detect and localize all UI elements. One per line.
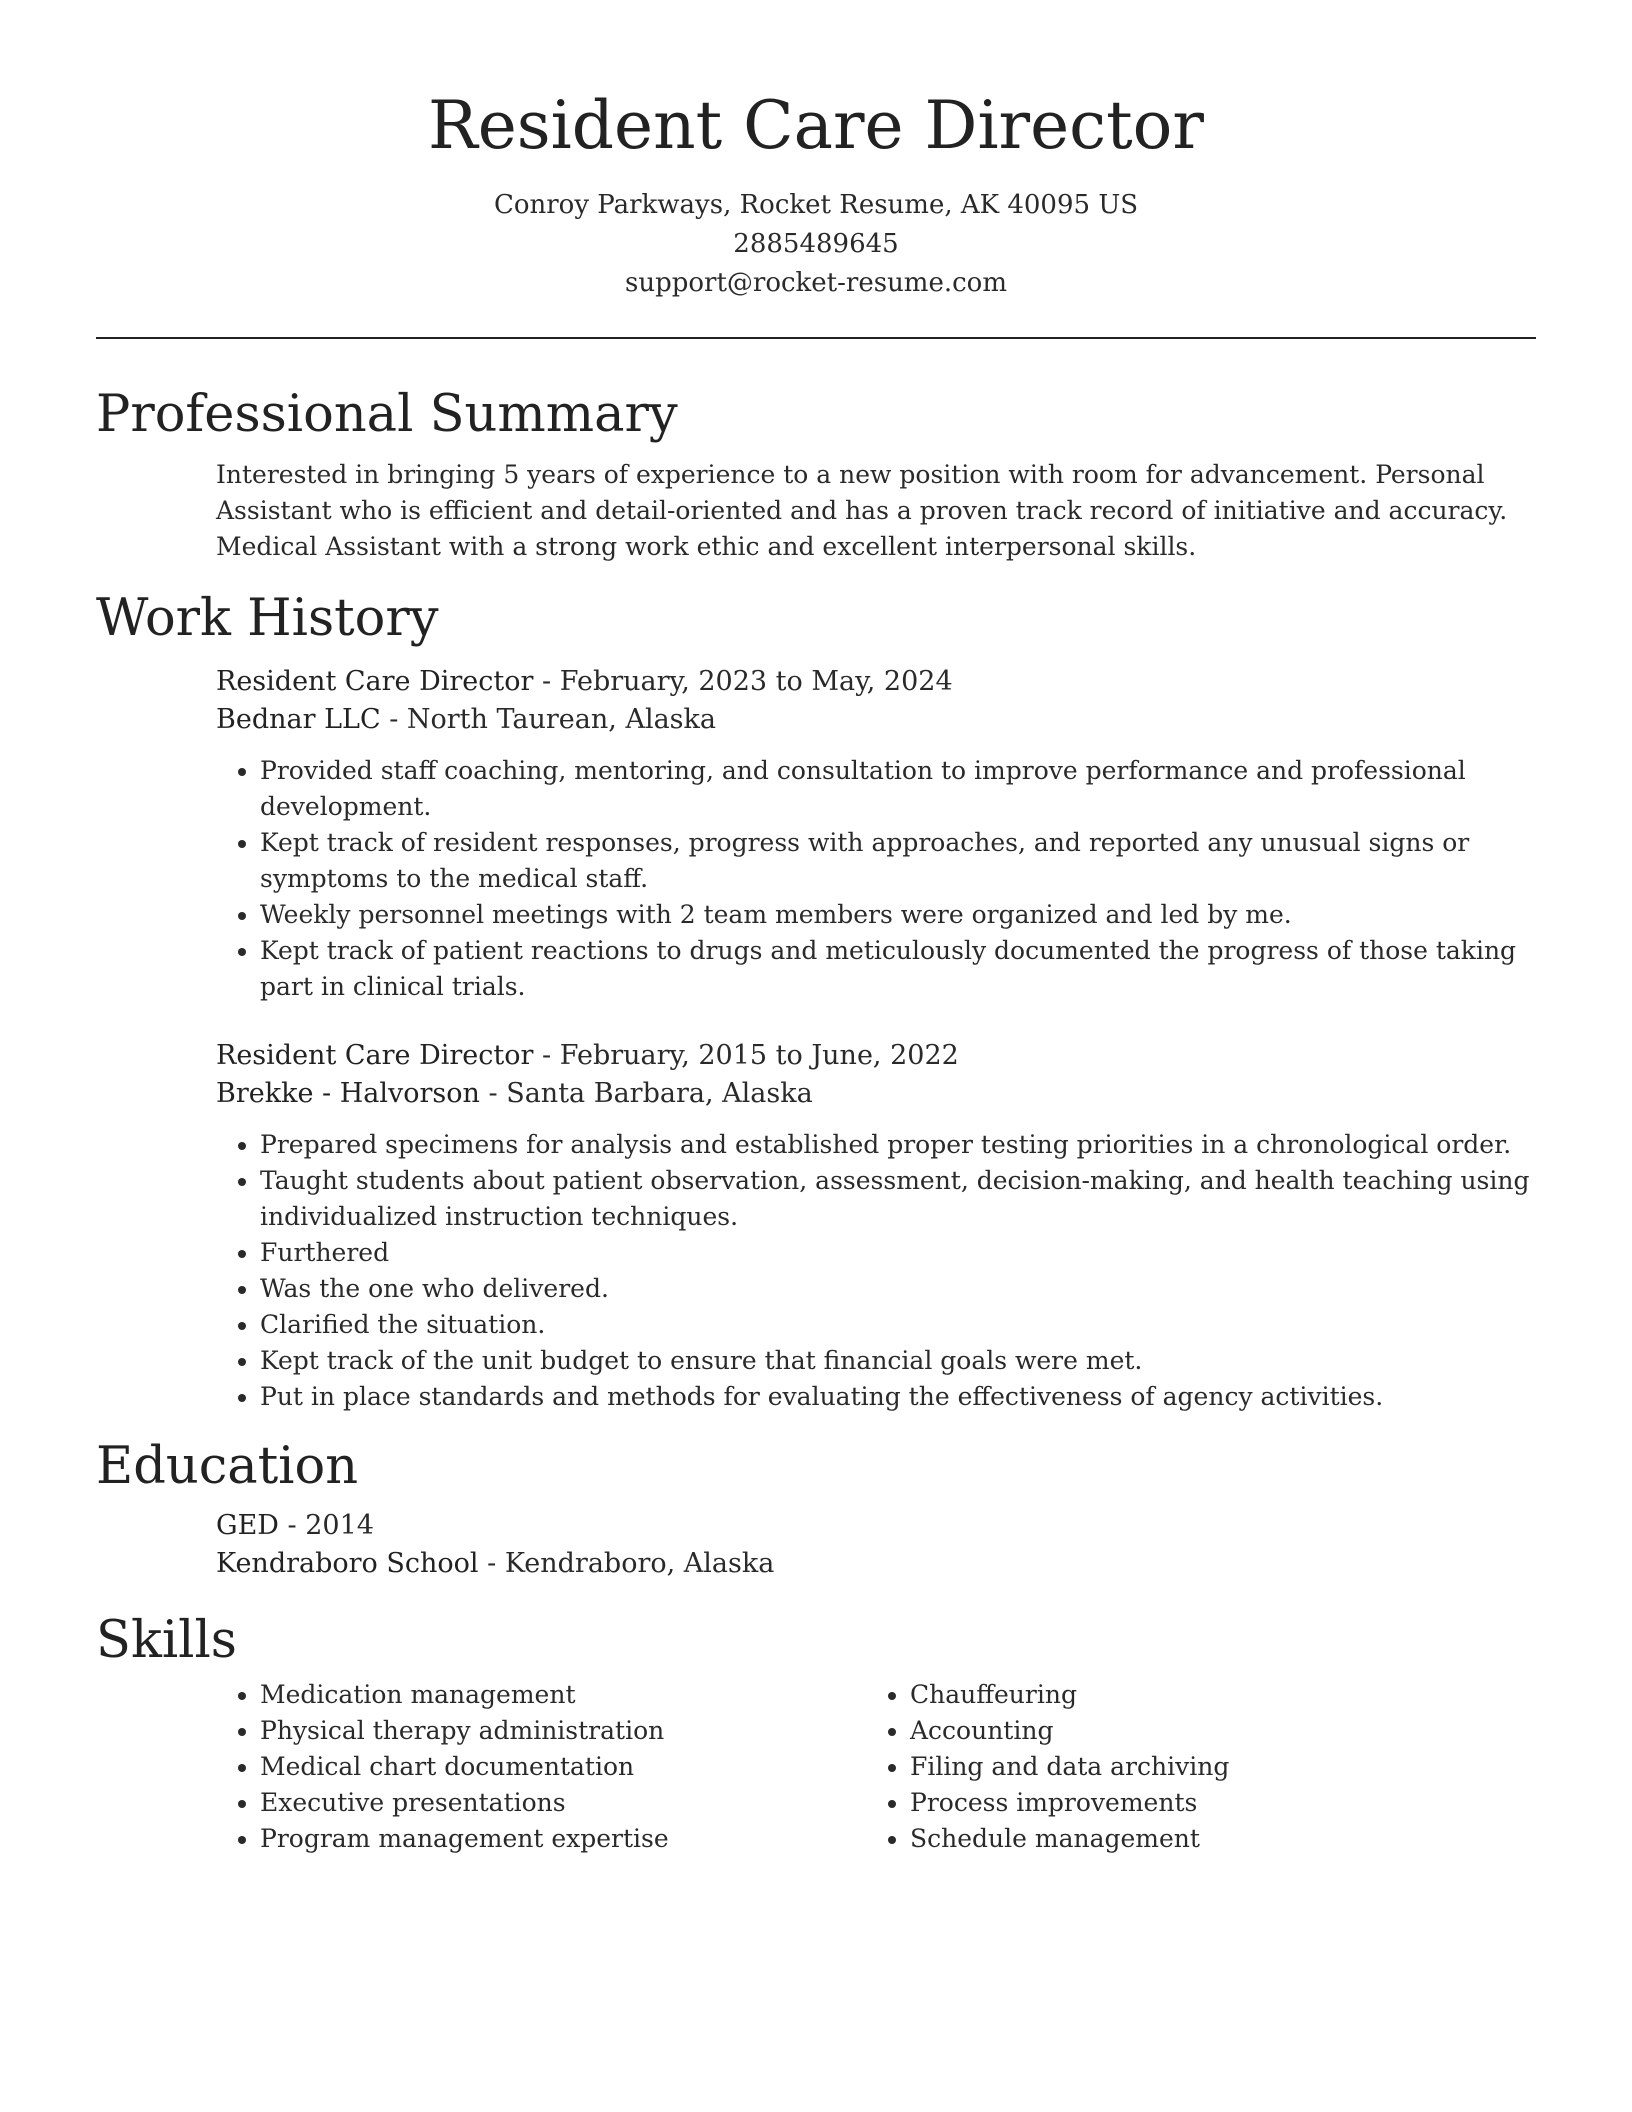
job-role: Resident Care Director (216, 1040, 534, 1071)
skills-columns (216, 1677, 1536, 1857)
section-title-skills: Skills (96, 1611, 237, 1670)
job-bullet: • Kept track of patient reactions to drugs and meticulously documented the progress of those taking part in clinical trials. (260, 933, 1536, 1005)
skills-list (216, 1677, 866, 1857)
job-company: Bednar LLC (216, 704, 381, 735)
job-dates: - February, 2015 to June, 2022 (533, 1040, 959, 1071)
education-degree-line (216, 1507, 1536, 1545)
section-title-work: Work History (96, 589, 439, 648)
skills-section (96, 1609, 1536, 1857)
job-bullet: • Put in place standards and methods for evaluating the effectiveness of agency activities. (260, 1379, 1536, 1415)
skill-item: • Physical therapy administration (260, 1713, 866, 1749)
job-company: Brekke - Halvorson (216, 1078, 480, 1109)
education-degree: GED (216, 1510, 279, 1541)
education-year: - 2014 (278, 1510, 374, 1541)
job-bullet: • Kept track of the unit budget to ensure that financial goals were met. (260, 1343, 1536, 1379)
education-entry (216, 1507, 1536, 1583)
skill-item: • Schedule management (910, 1821, 1516, 1857)
job-company-line (216, 1075, 1536, 1113)
job-bullet: • Was the one who delivered. (260, 1271, 1536, 1307)
resume-page (96, 0, 1536, 1857)
education-school-line (216, 1545, 1536, 1583)
job-bullets (216, 753, 1536, 1005)
job-entry (216, 1037, 1536, 1415)
phone: 2885489645 (733, 229, 899, 259)
work-section (96, 587, 1536, 1415)
job-title-line (216, 1037, 1536, 1075)
section-title-summary: Professional Summary (96, 385, 678, 444)
job-bullet: • Weekly personnel meetings with 2 team members were organized and led by me. (260, 897, 1536, 933)
contact-block (96, 186, 1536, 303)
job-entry (216, 663, 1536, 1005)
job-bullet: • Provided staff coaching, mentoring, and consultation to improve performance and professional development. (260, 753, 1536, 825)
skill-item: • Medical chart documentation (260, 1749, 866, 1785)
summary-section (96, 383, 1536, 565)
job-bullet: • Kept track of resident responses, progress with approaches, and reported any unusual signs or symptoms to the medical staff. (260, 825, 1536, 897)
job-bullet: • Clarified the situation. (260, 1307, 1536, 1343)
skill-item: • Executive presentations (260, 1785, 866, 1821)
skill-item: • Accounting (910, 1713, 1516, 1749)
skills-column-right (866, 1677, 1516, 1857)
education-location: - Kendraboro, Alaska (478, 1548, 775, 1579)
section-title-education: Education (96, 1437, 359, 1496)
job-bullet: • Furthered (260, 1235, 1536, 1271)
job-bullet: • Taught students about patient observation, assessment, decision-making, and health teaching using individualized instruction techniques. (260, 1163, 1536, 1235)
job-title-line (216, 663, 1536, 701)
candidate-name: Resident Care Director (428, 87, 1204, 164)
header-divider (96, 337, 1536, 339)
address: Conroy Parkways, Rocket Resume, AK 40095 US (493, 190, 1139, 220)
job-location: - Santa Barbara, Alaska (479, 1078, 813, 1109)
resume-header (96, 0, 1536, 303)
job-bullets (216, 1127, 1536, 1415)
skills-list (866, 1677, 1516, 1857)
education-school: Kendraboro School (216, 1548, 479, 1579)
job-location: - North Taurean, Alaska (380, 704, 716, 735)
skills-column-left (216, 1677, 866, 1857)
skill-item: • Program management expertise (260, 1821, 866, 1857)
job-bullet: • Prepared specimens for analysis and established proper testing priorities in a chronological order. (260, 1127, 1536, 1163)
job-dates: - February, 2023 to May, 2024 (533, 666, 953, 697)
skill-item: • Medication management (260, 1677, 866, 1713)
education-section (96, 1435, 1536, 1583)
skill-item: • Filing and data archiving (910, 1749, 1516, 1785)
email: support@rocket-resume.com (624, 268, 1007, 298)
summary-text: Interested in bringing 5 years of experience to a new position with room for advancement. Personal Assistant who is efficient and detail-oriented and has a proven track record of initiative and accuracy. Medical Assistant with a strong work ethic and excellent interpersonal skills. (216, 460, 1508, 561)
skill-item: • Process improvements (910, 1785, 1516, 1821)
skill-item: • Chauffeuring (910, 1677, 1516, 1713)
job-company-line (216, 701, 1536, 739)
job-role: Resident Care Director (216, 666, 534, 697)
